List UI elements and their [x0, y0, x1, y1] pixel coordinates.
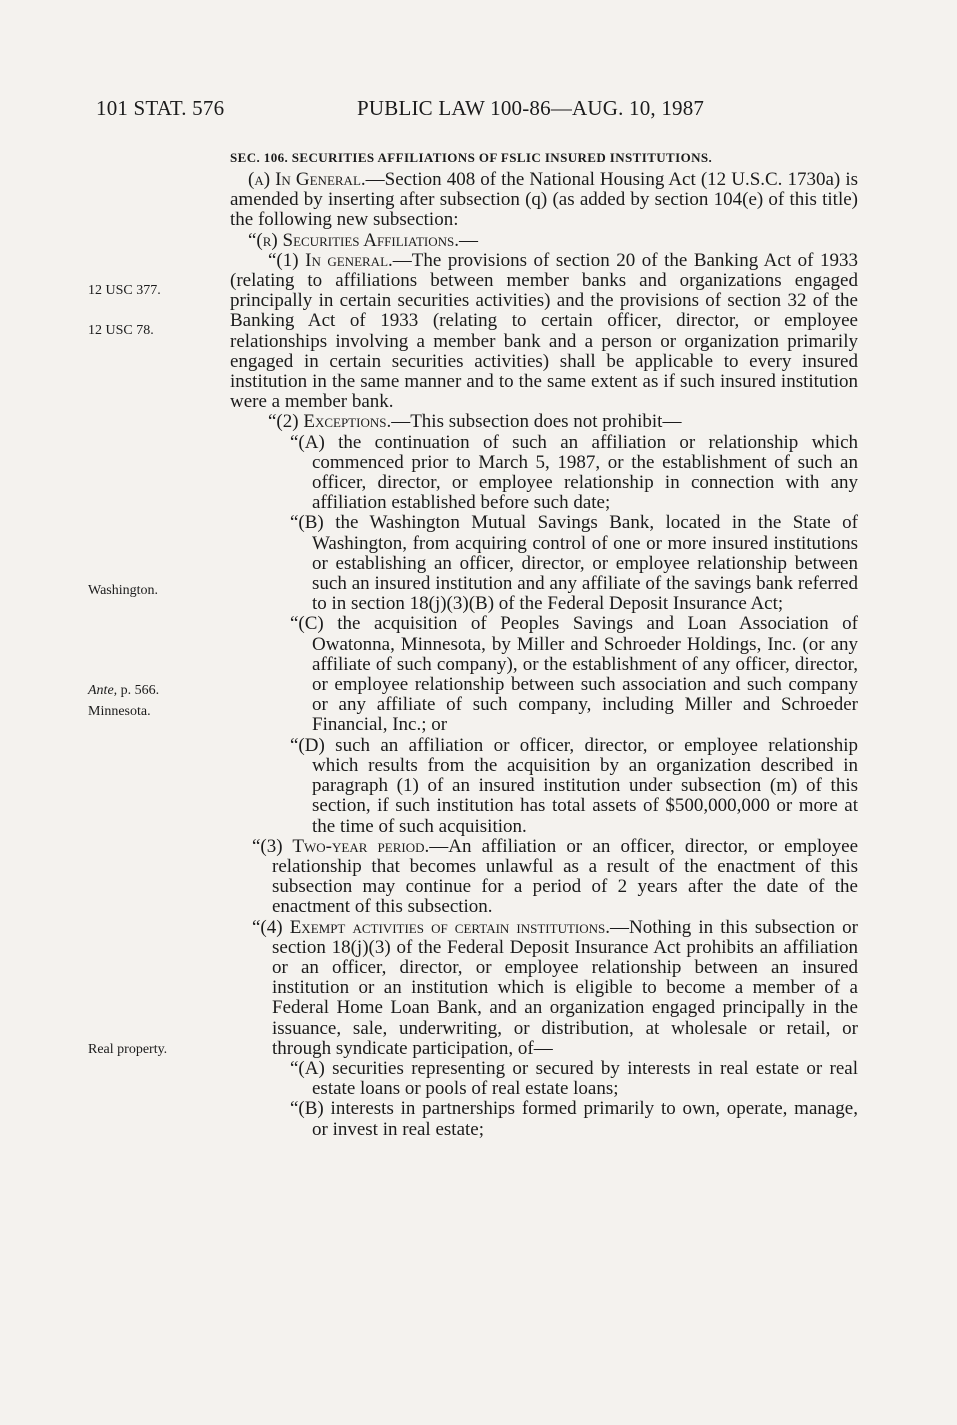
- clause-d: “(D) such an affiliation or officer, director, or employee relationship which results from the acquisition by an organization described in paragraph (1) of an insured institution under subsection (m) of this section, if such institution has total assets of $500,000,000 or more at the time of such acquisition.: [290, 734, 858, 837]
- subsection-a-text: —Section 408 of the National Housing Act (12 U.S.C. 1730a) is amended by inserting after subsection (q) (as added by section 104(e) of this title) the following new subsection:: [230, 169, 858, 231]
- margin-note-real-property: Real property.: [88, 1042, 168, 1057]
- margin-note-ante-page: p. 566.: [117, 683, 160, 698]
- paragraph-2-text: —This subsection does not prohibit—: [391, 411, 682, 433]
- clause-b: “(B) the Washington Mutual Savings Bank, located in the State of Washington, from acquiring control of one or more insured institutions or establishing an officer, director, or employee relationship between such an insured institution and any affiliate of the savings bank referred to in section 18(j)(3)(B) of the Federal Deposit Insurance Act;: [290, 512, 858, 615]
- paragraph-4: [230, 918, 858, 1059]
- margin-note-12-usc-377: 12 USC 377.: [88, 283, 161, 298]
- section-body: [230, 146, 858, 1140]
- subsection-a-label: (a) In General.: [248, 169, 366, 190]
- subsection-a: [230, 170, 858, 231]
- paragraph-3-label: “(3) Two-year period.: [252, 835, 430, 857]
- paragraph-2: [230, 412, 858, 432]
- paragraph-4-label: “(4) Exempt activities of certain institutions.: [252, 916, 610, 938]
- margin-note-ante: [88, 683, 159, 699]
- paragraph-1-label: “(1) In general.: [268, 249, 393, 271]
- paragraph-3-text: —An affiliation or an officer, director, or employee relationship that becomes unlawful as a result of the enactment of this subsection may continue for a period of 2 years after the date of the enactment of this subsection.: [272, 835, 859, 918]
- section-heading: SEC. 106. SECURITIES AFFILIATIONS OF FSLIC INSURED INSTITUTIONS.: [230, 150, 713, 165]
- paragraph-1: [230, 251, 858, 413]
- clause-a: “(A) the continuation of such an affiliation or relationship which commenced prior to March 5, 1987, or the establishment of such an officer, director, or employee relationship in connection with any affiliation established before such date;: [290, 431, 858, 514]
- subsection-r-dash: —: [458, 229, 478, 251]
- clause-4a: “(A) securities representing or secured by interests in real estate or real estate loans or pools of real estate loans;: [290, 1057, 858, 1100]
- running-title: PUBLIC LAW 100-86—AUG. 10, 1987: [357, 96, 705, 120]
- subsection-r: [230, 231, 858, 251]
- clause-c: “(C) the acquisition of Peoples Savings and Loan Association of Owatonna, Minnesota, by Miller and Schroeder Holdings, Inc. (or any affiliate of such company), or the establishment of any officer, director, or employee relationship between such association and such company or any affiliate of such company, including Miller and Schroeder Financial, Inc.; or: [290, 613, 858, 736]
- margin-note-ante-italic: Ante,: [88, 683, 118, 698]
- clause-4b: “(B) interests in partnerships formed primarily to own, operate, manage, or invest in real estate;: [290, 1098, 858, 1140]
- subsection-r-label: “(r) Securities Affiliations.: [248, 229, 459, 251]
- margin-note-washington: Washington.: [88, 583, 159, 598]
- paragraph-1-text: —The provisions of section 20 of the Banking Act of 1933 (relating to affiliations between member banks and organizations engaged principally in certain securities activities) and the provisions of section 32 of the Banking Act of 1933 (relating to certain officer, director, or employee relationships involving a member bank and a person or organization primarily engaged in certain securities activities) shall be applicable to every insured institution in the same manner and to the same extent as if such insured institution were a member bank.: [230, 249, 858, 413]
- margin-note-12-usc-78: 12 USC 78.: [88, 323, 154, 338]
- paragraph-3: [230, 837, 858, 918]
- margin-note-minnesota: Minnesota.: [88, 704, 151, 719]
- paragraph-2-label: “(2) Exceptions.: [268, 411, 392, 433]
- page-reference: 101 STAT. 576: [96, 96, 225, 120]
- paragraph-4-text: —Nothing in this subsection or section 18(j)(3) of the Federal Deposit Insurance Act prohibits an affiliation or an officer, director, or employee relationship between an insured institution or an institution which is eligible to become a member of a Federal Home Loan Bank, and an organization engaged principally in the issuance, sale, underwriting, or distribution, at wholesale or retail, or through syndicate participation, of—: [272, 916, 858, 1059]
